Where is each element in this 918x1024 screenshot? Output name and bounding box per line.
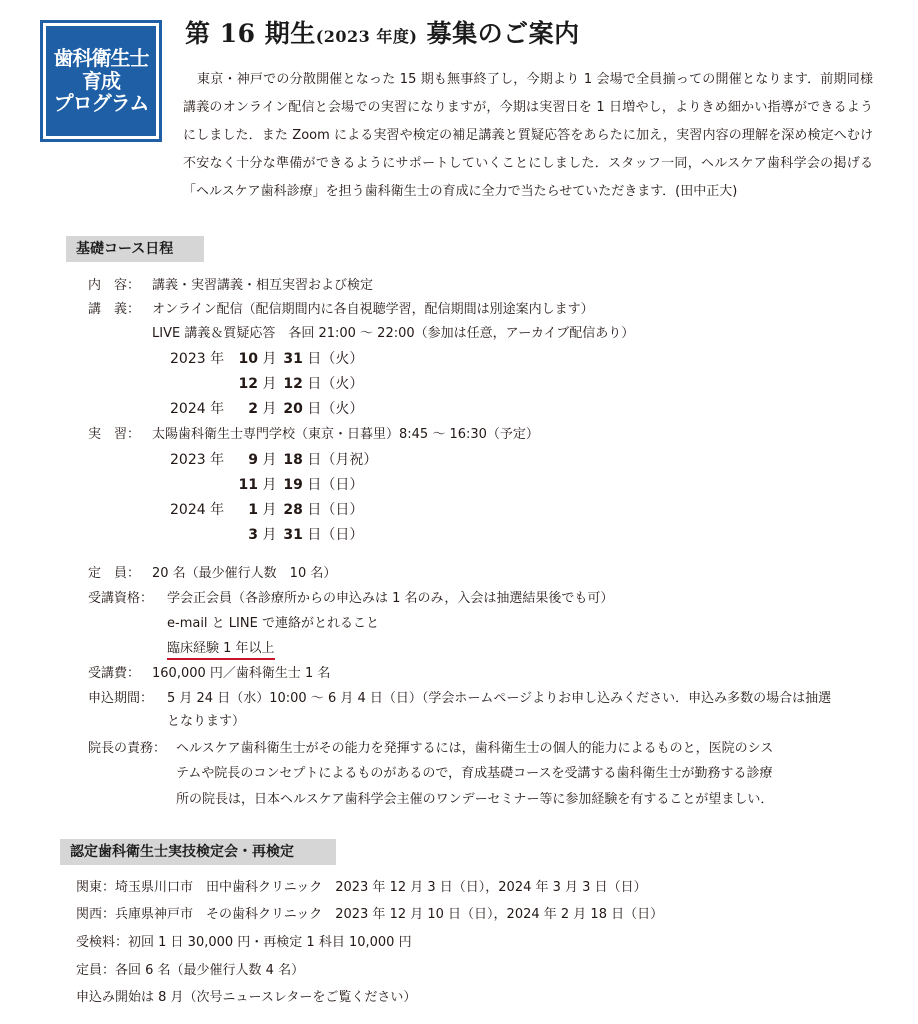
duty-row — [88, 740, 773, 758]
fee-label: 受講費： — [88, 666, 141, 681]
capacity-row — [88, 565, 336, 583]
fee-row — [88, 665, 330, 683]
date-dow: 日（日） — [307, 502, 364, 518]
apply-text-2: となります） — [167, 714, 246, 729]
date-day: 19 — [283, 477, 303, 493]
program-logo — [40, 20, 162, 142]
exam-line-capacity: 定員：各回 6 名（最少催行人数 4 名） — [76, 963, 305, 978]
logo-text — [46, 26, 156, 136]
practice-text: 太陽歯科衛生士専門学校（東京・日暮里）8:45 〜 16:30（予定） — [152, 427, 539, 442]
date-dow: 日（火） — [307, 376, 364, 392]
exam-heading: 認定歯科衛生士実技検定会・再検定 — [60, 839, 336, 865]
duty-text-3: 所の院長は，日本ヘルスケア歯科学会主催のワンデーセミナー等に参加経験を有することが望ましい． — [176, 792, 774, 807]
date-year: 2024 年 — [170, 401, 225, 417]
date-day: 31 — [283, 351, 303, 367]
content-label: 内 容： — [88, 278, 141, 293]
date-month: 11 — [238, 477, 258, 493]
qualification-text-1: 学会正会員（各診療所からの申込みは 1 名のみ，入会は抽選結果後でも可） — [167, 591, 614, 606]
date-dow: 日（日） — [307, 527, 364, 543]
exam-line-apply: 申込み開始は 8 月（次号ニュースレターをご覧ください） — [76, 990, 417, 1005]
lecture-label: 講 義： — [88, 302, 141, 317]
title-rest: 募集のご案内 — [426, 19, 580, 48]
lecture-row — [88, 301, 594, 319]
title-main: 第 16 期生 — [185, 19, 316, 48]
duty-text-2: テムや院長のコンセプトによるものがあるので，育成基礎コースを受講する歯科衛生士が勤務する診療 — [176, 766, 773, 781]
logo-line-3: プログラム — [53, 91, 149, 116]
practice-date-2: 11 月 19 日（日） — [170, 476, 363, 494]
content-row — [88, 277, 373, 295]
capacity-label: 定 員： — [88, 566, 141, 581]
qualification-text-2: e-mail と LINE で連絡がとれること — [167, 616, 379, 631]
date-day: 28 — [283, 502, 303, 518]
practice-label: 実 習： — [88, 427, 141, 442]
date-month: 12 — [238, 376, 258, 392]
duty-text-1: ヘルスケア歯科衛生士がその能力を発揮するには，歯科衛生士の個人的能力によるものと，医院のシス — [176, 741, 774, 756]
date-month: 10 — [238, 351, 258, 367]
date-day: 20 — [283, 401, 303, 417]
live-lecture-text: LIVE 講義＆質疑応答 各回 21:00 〜 22:00（参加は任意，アーカイブ配信あり） — [152, 326, 635, 341]
qualification-text-3 — [167, 640, 275, 658]
date-dow: 日（火） — [307, 351, 364, 367]
qualification-row — [88, 590, 613, 608]
date-day: 12 — [283, 376, 303, 392]
practice-row — [88, 426, 539, 444]
date-dow: 日（月祝） — [307, 452, 378, 468]
title-year: (2023 年度) — [315, 27, 418, 46]
date-dow: 日（火） — [307, 401, 364, 417]
page-title — [185, 14, 580, 50]
exam-line-kansai: 関西：兵庫県神戸市 その歯科クリニック 2023 年 12 月 10 日（日），2024 年 2 月 18 日（日） — [76, 907, 664, 922]
practice-date-1: 2023 年 9 月 18 日（月祝） — [170, 452, 378, 468]
practice-date-4: 3 月 31 日（日） — [170, 526, 363, 544]
date-day: 18 — [283, 452, 303, 468]
duty-label: 院長の責務： — [88, 741, 167, 756]
lecture-text: オンライン配信（配信期間内に各自視聴学習，配信期間は別途案内します） — [152, 302, 594, 317]
date-year: 2023 年 — [170, 452, 225, 468]
date-month: 1 — [248, 502, 258, 518]
capacity-text: 20 名（最少催行人数 10 名） — [152, 566, 337, 581]
date-month: 2 — [248, 401, 258, 417]
date-day: 31 — [283, 527, 303, 543]
lecture-date-1: 2023 年 10 月 31 日（火） — [170, 351, 364, 367]
logo-line-1: 歯科衛生士 — [53, 46, 149, 71]
date-dow: 日（日） — [307, 477, 364, 493]
exam-line-fee: 受検料：初回 1 日 30,000 円・再検定 1 科目 10,000 円 — [76, 935, 412, 950]
qualification-label: 受講資格： — [88, 591, 154, 606]
date-year: 2024 年 — [170, 502, 225, 518]
date-month: 3 — [248, 527, 258, 543]
content-text: 講義・実習講義・相互実習および検定 — [152, 278, 374, 293]
lecture-date-3: 2024 年 2 月 20 日（火） — [170, 401, 364, 417]
apply-row — [88, 690, 831, 708]
apply-text-1: 5 月 24 日（水）10:00 〜 6 月 4 日（日）（学会ホームページよりお申し込みください．申込み多数の場合は抽選 — [167, 691, 832, 706]
lecture-date-2: 12 月 12 日（火） — [170, 375, 363, 393]
apply-label: 申込期間： — [88, 691, 154, 706]
exam-line-kanto: 関東：埼玉県川口市 田中歯科クリニック 2023 年 12 月 3 日（日），2024 年 3 月 3 日（日） — [76, 880, 647, 895]
basic-course-heading: 基礎コース日程 — [66, 236, 204, 262]
fee-text: 160,000 円／歯科衛生士 1 名 — [152, 666, 331, 681]
practice-date-3: 2024 年 1 月 28 日（日） — [170, 502, 364, 518]
logo-line-2: 育成 — [82, 68, 120, 93]
qualification-underlined: 臨床経験 1 年以上 — [167, 641, 275, 660]
date-month: 9 — [248, 452, 258, 468]
intro-paragraph: 東京・神戸での分散開催となった 15 期も無事終了し，今期より 1 会場で全員揃っての開催となります．前期同様講義のオンライン配信と会場での実習になりますが，今期は実習日を 1 日増やし，よりきめ細かい指導ができるようにしました．また Zoom による実習や検定の補足講義と質疑応答をあらたに加え，実習内容の理解を深め検定へむけ不安なく十分な準備ができるようにサポートしていくことにしました．スタッフ一同，ヘルスケア歯科学会の掲げる「ヘルスケア歯科診療」を担う歯科衛生士の育成に全力で当たらせていただきます．(田中正大) — [183, 72, 873, 199]
date-year: 2023 年 — [170, 351, 225, 367]
